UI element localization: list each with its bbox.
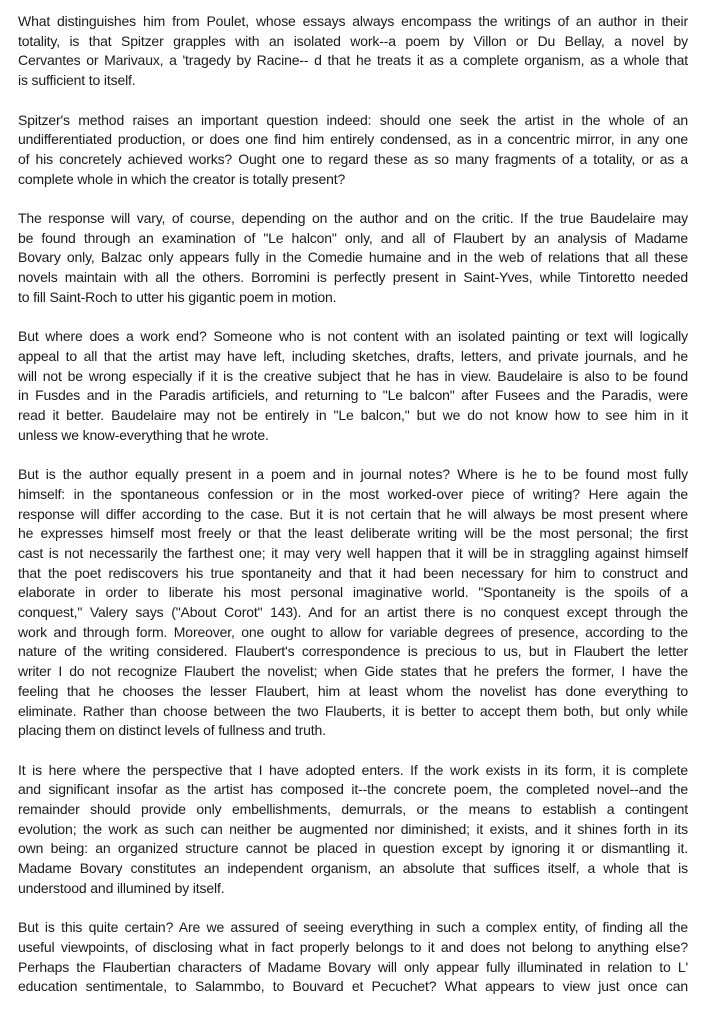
- text-line: But is this quite certain? Are we assured of seeing everything in such a complex entity, of finding all the: [18, 919, 688, 936]
- text-line: totality, is that Spitzer grapples with an isolated work--a poem by Villon or Du Bellay, a novel by: [18, 32, 688, 49]
- paragraph: [18, 111, 688, 190]
- text-line: cast is not necessarily the farthest one; it may very well happen that it will be in straggling against himself: [18, 544, 688, 561]
- text-line: and significant insofar as the artist has composed it--the concrete poem, the completed novel--and the: [18, 781, 688, 798]
- text-line: evolution; the work as such can neither be augmented nor diminished; it exists, and it shines forth in its: [18, 820, 688, 837]
- paragraph: [18, 918, 688, 997]
- text-line: placing them on distinct levels of fullness and truth.: [18, 722, 326, 739]
- text-line: useful viewpoints, of disclosing what in fact properly belongs to it and does not belong to anything else?: [18, 938, 688, 955]
- text-line: unless we know-everything that he wrote.: [18, 426, 269, 443]
- text-line: is sufficient to itself.: [18, 72, 136, 89]
- text-line: The response will vary, of course, depending on the author and on the critic. If the true Baudelaire may: [18, 210, 688, 226]
- text-line: that the poet rediscovers his true spontaneity and that it had been necessary for him to construct and: [18, 564, 688, 581]
- text-line: be found through an examination of "Le halcon" only, and all of Flaubert by an analysis of Madame: [18, 229, 688, 246]
- text-line: eliminate. Rather than choose between the two Flauberts, it is better to accept them both, but only while: [18, 702, 688, 719]
- text-line: What distinguishes him from Poulet, whose essays always encompass the writings of an author in their: [18, 13, 688, 29]
- paragraph: [18, 761, 688, 899]
- paragraph: [18, 327, 688, 445]
- text-line: undifferentiated production, or does one find him entirely condensed, as in a concentric mirror, in any one: [18, 131, 688, 148]
- text-line: elaborate in order to liberate his most personal imaginative world. "Spontaneity is the spoils of a: [18, 584, 688, 601]
- paragraph: [18, 12, 688, 91]
- text-line: to fill Saint-Roch to utter his gigantic poem in motion.: [18, 288, 337, 305]
- text-line: understood and illumined by itself.: [18, 879, 225, 896]
- text-line: novels maintain with all the others. Borromini is perfectly present in Saint-Yves, while Tintoretto needed: [18, 269, 688, 286]
- text-line: remainder should provide only embellishments, demurrals, or the means to establish a contingent: [18, 801, 688, 818]
- text-line: response will differ according to the case. But it is not certain that he will always be most present where: [18, 505, 688, 522]
- text-line: Perhaps the Flaubertian characters of Madame Bovary will only appear fully illuminated in relation to L': [18, 958, 688, 975]
- text-line: education sentimentale, to Salammbo, to Bouvard et Pecuchet? What appears to view just once can: [18, 978, 688, 995]
- text-line: he expresses himself most freely or that the least deliberate writing will be the most personal; the first: [18, 525, 688, 542]
- text-line: in Fusdes and in the Paradis artificiels, and returning to "Le balcon" after Fusees and the Paradis, were: [18, 387, 688, 404]
- text-line: read it better. Baudelaire may not be entirely in "Le balcon," but we do not know how to see him in it: [18, 407, 688, 424]
- text-line: will not be wrong especially if it is the creative subject that he has in view. Baudelaire is also to be found: [18, 367, 688, 384]
- paragraph: [18, 465, 688, 741]
- text-line: nature of the writing considered. Flaubert's correspondence is precious to us, but in Flaubert the letter: [18, 643, 688, 660]
- text-line: It is here where the perspective that I have adopted enters. If the work exists in its form, it is complete: [18, 761, 688, 778]
- text-line: But where does a work end? Someone who is not content with an isolated painting or text will logically: [18, 328, 688, 345]
- text-line: appeal to all that the artist may have left, including sketches, drafts, letters, and private journals, and he: [18, 347, 688, 364]
- text-line: conquest," Valery says ("About Corot" 143). And for an artist there is no conquest except through the: [18, 604, 688, 621]
- text-line: of his concretely achieved works? Ought one to regard these as so many fragments of a totality, or as a: [18, 150, 688, 167]
- text-line: feeling that he chooses the lesser Flaubert, him at least whom the novelist has done everything to: [18, 682, 688, 699]
- text-line: But is the author equally present in a poem and in journal notes? Where is he to be found most fully: [18, 466, 688, 483]
- text-line: Cervantes or Marivaux, a 'tragedy by Racine-- d that he treats it as a complete organism, as a whole that: [18, 52, 688, 69]
- text-line: complete whole in which the creator is totally present?: [18, 170, 346, 187]
- text-line: writer I do not recognize Flaubert the novelist; when Gide states that he prefers the former, I have the: [18, 663, 688, 680]
- text-line: Bovary only, Balzac only appears fully in the Comedie humaine and in the web of relations that all these: [18, 249, 688, 266]
- paragraph: [18, 209, 688, 308]
- text-line: work and through form. Moreover, one ought to allow for variable degrees of presence, according to the: [18, 623, 688, 640]
- text-line: himself: in the spontaneous confession or in the most worked-over piece of writing? Here again the: [18, 485, 688, 502]
- text-line: Madame Bovary constitutes an independent organism, an absolute that suffices itself, a whole that is: [18, 860, 688, 877]
- text-line: own being: an organized structure cannot be placed in question except by ignoring it or dismantling it.: [18, 840, 688, 857]
- text-line: Spitzer's method raises an important question indeed: should one seek the artist in the whole of an: [18, 111, 688, 128]
